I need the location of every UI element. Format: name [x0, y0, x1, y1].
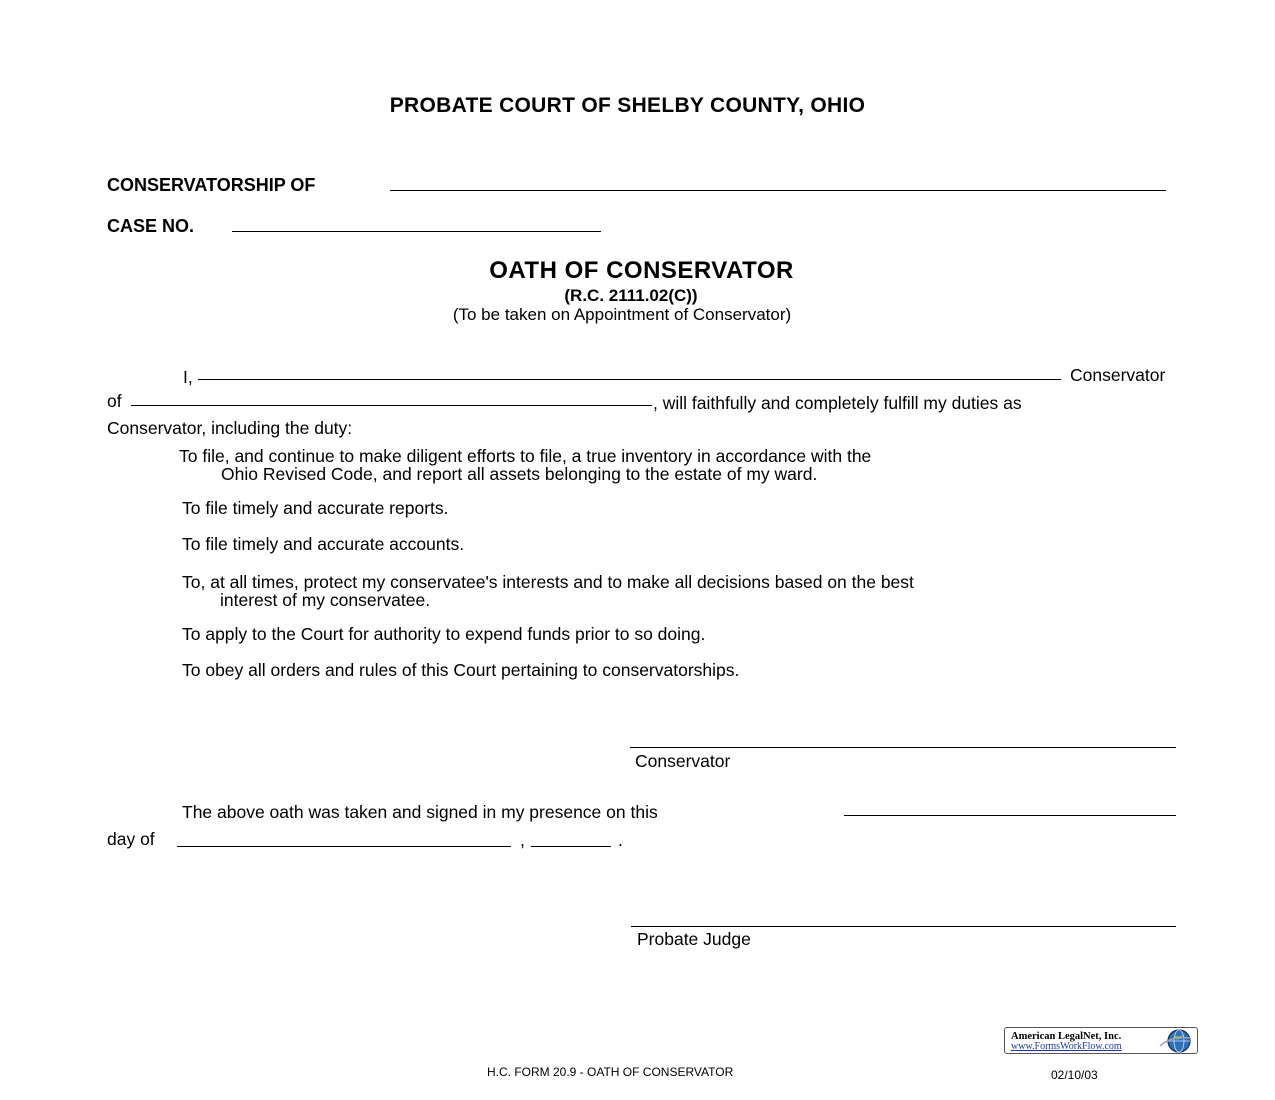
conservatorship-name-field[interactable] [390, 190, 1166, 191]
form-revision-date: 02/10/03 [1051, 1068, 1098, 1082]
duty-item [179, 447, 871, 483]
logo-url-link[interactable]: www.FormsWorkFlow.com [1011, 1041, 1122, 1052]
duty-text-continued: interest of my conservatee. [220, 590, 431, 610]
conservatorship-label: CONSERVATORSHIP OF [107, 175, 316, 195]
case-no-label: CASE NO. [107, 216, 195, 236]
statute-reference: (R.C. 2111.02(C)) [564, 286, 698, 305]
conservator-signature-label: Conservator [635, 751, 731, 771]
judge-signature-label: Probate Judge [637, 929, 751, 949]
date-comma: , [520, 830, 525, 850]
form-footer-label: H.C. FORM 20.9 - OATH OF CONSERVATOR [487, 1065, 734, 1079]
case-no-field[interactable] [232, 231, 601, 232]
logo-company-name: American LegalNet, Inc. [1011, 1031, 1122, 1042]
duty-text: To file, and continue to make diligent efforts to file, a true inventory in accordance with the [179, 446, 872, 466]
duty-item [182, 573, 914, 609]
duty-text: To, at all times, protect my conservatee's interests and to make all decisions based on the best [182, 572, 914, 592]
conservator-name-field[interactable] [198, 379, 1061, 380]
month-field[interactable] [177, 846, 511, 847]
duty-item: To obey all orders and rules of this Court pertaining to conservatorships. [182, 660, 740, 680]
form-instruction: (To be taken on Appointment of Conservator) [452, 305, 792, 324]
conservator-signature-line[interactable] [630, 747, 1176, 748]
ward-name-field[interactable] [131, 405, 652, 406]
form-title: OATH OF CONSERVATOR [489, 257, 794, 284]
globe-icon [1157, 1028, 1195, 1054]
year-field[interactable] [531, 846, 611, 847]
duty-item: To file timely and accurate reports. [182, 498, 449, 518]
fulfill-duties-text: , will faithfully and completely fulfill my duties as [653, 393, 1022, 413]
witness-statement: The above oath was taken and signed in my presence on this [182, 802, 658, 822]
date-period: . [618, 830, 623, 850]
day-of-label: day of [107, 829, 155, 849]
court-title: PROBATE COURT OF SHELBY COUNTY, OHIO [389, 94, 866, 117]
oath-i-label: I, [183, 367, 193, 387]
judge-signature-line[interactable] [631, 926, 1176, 927]
duty-intro: Conservator, including the duty: [107, 418, 353, 438]
duty-text-continued: Ohio Revised Code, and report all assets belonging to the estate of my ward. [221, 464, 818, 484]
conservator-word: Conservator [1070, 365, 1166, 385]
american-legalnet-logo[interactable] [1004, 1027, 1198, 1054]
duty-item: To file timely and accurate accounts. [182, 534, 465, 554]
day-number-field[interactable] [844, 815, 1176, 816]
oath-of-label: of [107, 391, 122, 411]
duty-item: To apply to the Court for authority to expend funds prior to so doing. [182, 624, 706, 644]
